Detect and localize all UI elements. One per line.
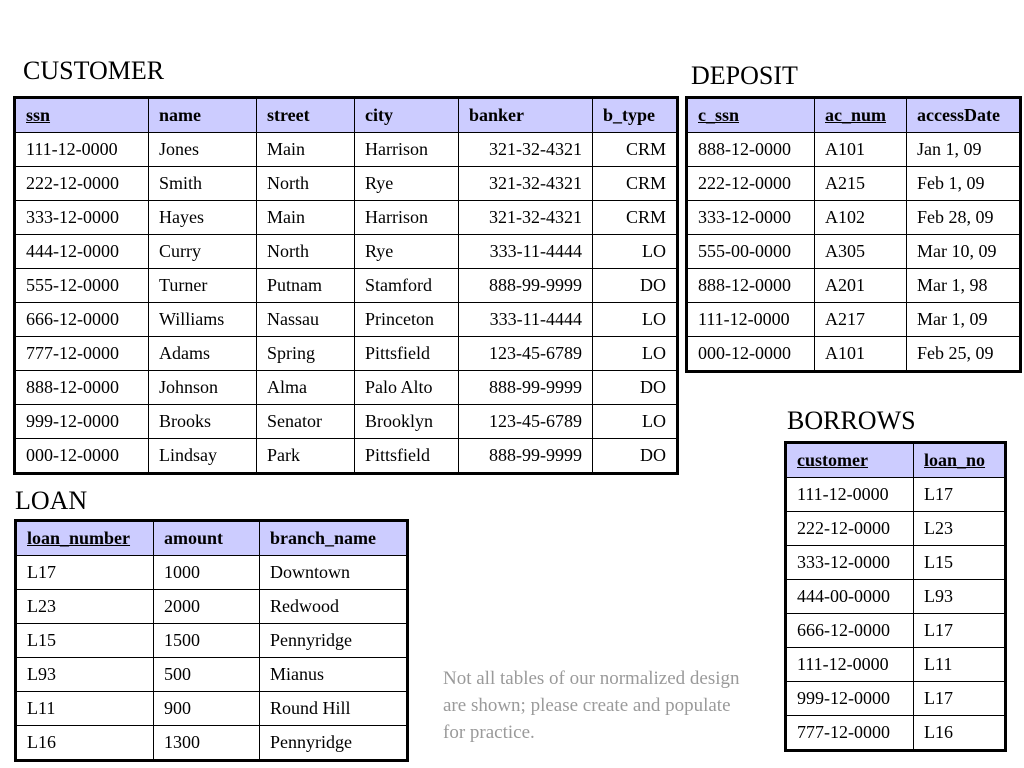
table-cell: L11 bbox=[16, 692, 154, 726]
table-cell: L17 bbox=[914, 478, 1006, 512]
table-cell: Turner bbox=[149, 269, 257, 303]
table-cell: Adams bbox=[149, 337, 257, 371]
table-row bbox=[687, 133, 1021, 167]
loan-column-header: branch_name bbox=[260, 521, 408, 556]
table-row bbox=[16, 658, 408, 692]
table-row bbox=[786, 716, 1006, 751]
table-cell: 000-12-0000 bbox=[15, 439, 149, 474]
customer-table-title: CUSTOMER bbox=[23, 56, 165, 85]
table-cell: 888-12-0000 bbox=[687, 133, 815, 167]
table-cell: L23 bbox=[16, 590, 154, 624]
table-cell: Rye bbox=[355, 235, 459, 269]
deposit-table-title: DEPOSIT bbox=[691, 61, 798, 90]
table-cell: 888-12-0000 bbox=[687, 269, 815, 303]
table-cell: LO bbox=[593, 337, 678, 371]
table-row bbox=[786, 512, 1006, 546]
table-cell: 333-12-0000 bbox=[786, 546, 914, 580]
table-cell: Harrison bbox=[355, 201, 459, 235]
table-cell: Mar 1, 98 bbox=[907, 269, 1021, 303]
table-row bbox=[687, 201, 1021, 235]
table-row bbox=[786, 478, 1006, 512]
table-cell: 888-99-9999 bbox=[459, 439, 593, 474]
table-cell: Brooks bbox=[149, 405, 257, 439]
table-cell: 555-12-0000 bbox=[15, 269, 149, 303]
borrows-table bbox=[784, 441, 1007, 752]
table-cell: DO bbox=[593, 439, 678, 474]
table-row bbox=[15, 371, 678, 405]
table-cell: Putnam bbox=[257, 269, 355, 303]
borrows-table-title: BORROWS bbox=[787, 406, 916, 435]
table-cell: Park bbox=[257, 439, 355, 474]
table-cell: Rye bbox=[355, 167, 459, 201]
customer-header-row bbox=[15, 98, 678, 133]
table-cell: 333-12-0000 bbox=[687, 201, 815, 235]
table-cell: DO bbox=[593, 371, 678, 405]
table-row bbox=[15, 303, 678, 337]
table-row bbox=[786, 614, 1006, 648]
table-cell: Nassau bbox=[257, 303, 355, 337]
table-row bbox=[687, 303, 1021, 337]
table-cell: DO bbox=[593, 269, 678, 303]
table-cell: Smith bbox=[149, 167, 257, 201]
table-cell: L15 bbox=[16, 624, 154, 658]
table-cell: 555-00-0000 bbox=[687, 235, 815, 269]
table-cell: A101 bbox=[815, 133, 907, 167]
table-cell: 123-45-6789 bbox=[459, 405, 593, 439]
table-cell: L17 bbox=[16, 556, 154, 590]
table-cell: 888-99-9999 bbox=[459, 269, 593, 303]
table-cell: Pittsfield bbox=[355, 337, 459, 371]
table-cell: 222-12-0000 bbox=[15, 167, 149, 201]
table-cell: Palo Alto bbox=[355, 371, 459, 405]
deposit-column-header: c_ssn bbox=[687, 98, 815, 133]
customer-column-header: name bbox=[149, 98, 257, 133]
table-cell: Alma bbox=[257, 371, 355, 405]
table-row bbox=[15, 201, 678, 235]
table-row bbox=[16, 590, 408, 624]
table-cell: L17 bbox=[914, 614, 1006, 648]
customer-column-header: ssn bbox=[15, 98, 149, 133]
table-row bbox=[786, 546, 1006, 580]
table-row bbox=[786, 580, 1006, 614]
table-row bbox=[15, 405, 678, 439]
loan-column-header: amount bbox=[154, 521, 260, 556]
table-cell: Downtown bbox=[260, 556, 408, 590]
table-row bbox=[687, 167, 1021, 201]
table-cell: Redwood bbox=[260, 590, 408, 624]
table-row bbox=[687, 269, 1021, 303]
customer-column-header: b_type bbox=[593, 98, 678, 133]
borrows-column-header: loan_no bbox=[914, 443, 1006, 478]
table-row bbox=[687, 235, 1021, 269]
customer-column-header: street bbox=[257, 98, 355, 133]
loan-header-row bbox=[16, 521, 408, 556]
table-cell: 888-99-9999 bbox=[459, 371, 593, 405]
table-cell: Mar 10, 09 bbox=[907, 235, 1021, 269]
table-cell: 666-12-0000 bbox=[15, 303, 149, 337]
table-cell: Mar 1, 09 bbox=[907, 303, 1021, 337]
table-cell: 444-12-0000 bbox=[15, 235, 149, 269]
table-cell: Stamford bbox=[355, 269, 459, 303]
table-cell: 888-12-0000 bbox=[15, 371, 149, 405]
table-cell: Round Hill bbox=[260, 692, 408, 726]
table-cell: 111-12-0000 bbox=[786, 478, 914, 512]
table-cell: L15 bbox=[914, 546, 1006, 580]
table-cell: Main bbox=[257, 133, 355, 167]
table-cell: 900 bbox=[154, 692, 260, 726]
table-cell: CRM bbox=[593, 201, 678, 235]
table-cell: CRM bbox=[593, 133, 678, 167]
table-cell: 2000 bbox=[154, 590, 260, 624]
table-cell: Curry bbox=[149, 235, 257, 269]
table-cell: CRM bbox=[593, 167, 678, 201]
customer-table bbox=[13, 96, 679, 475]
table-row bbox=[16, 624, 408, 658]
table-cell: LO bbox=[593, 405, 678, 439]
table-cell: Williams bbox=[149, 303, 257, 337]
customer-column-header: city bbox=[355, 98, 459, 133]
table-cell: LO bbox=[593, 235, 678, 269]
table-cell: 444-00-0000 bbox=[786, 580, 914, 614]
table-cell: Spring bbox=[257, 337, 355, 371]
table-cell: 111-12-0000 bbox=[687, 303, 815, 337]
table-cell: Pittsfield bbox=[355, 439, 459, 474]
table-cell: L17 bbox=[914, 682, 1006, 716]
borrows-header-row bbox=[786, 443, 1006, 478]
table-cell: A305 bbox=[815, 235, 907, 269]
table-cell: Jan 1, 09 bbox=[907, 133, 1021, 167]
practice-note: Not all tables of our normalized design are shown; please create and populate for practice. bbox=[443, 668, 740, 743]
table-cell: A201 bbox=[815, 269, 907, 303]
table-cell: L16 bbox=[914, 716, 1006, 751]
table-row bbox=[15, 167, 678, 201]
table-cell: 321-32-4321 bbox=[459, 201, 593, 235]
table-cell: 777-12-0000 bbox=[786, 716, 914, 751]
table-cell: Feb 25, 09 bbox=[907, 337, 1021, 372]
loan-column-header: loan_number bbox=[16, 521, 154, 556]
table-cell: 321-32-4321 bbox=[459, 167, 593, 201]
table-cell: A101 bbox=[815, 337, 907, 372]
table-cell: 000-12-0000 bbox=[687, 337, 815, 372]
table-cell: 333-11-4444 bbox=[459, 303, 593, 337]
table-cell: A217 bbox=[815, 303, 907, 337]
table-cell: 321-32-4321 bbox=[459, 133, 593, 167]
table-row bbox=[786, 682, 1006, 716]
table-cell: 500 bbox=[154, 658, 260, 692]
table-cell: Lindsay bbox=[149, 439, 257, 474]
table-cell: Johnson bbox=[149, 371, 257, 405]
table-cell: 999-12-0000 bbox=[786, 682, 914, 716]
loan-table-title: LOAN bbox=[15, 486, 88, 515]
table-cell: Feb 1, 09 bbox=[907, 167, 1021, 201]
table-row bbox=[786, 648, 1006, 682]
table-cell: 333-11-4444 bbox=[459, 235, 593, 269]
table-cell: Jones bbox=[149, 133, 257, 167]
table-row bbox=[15, 337, 678, 371]
table-cell: 222-12-0000 bbox=[687, 167, 815, 201]
table-cell: 999-12-0000 bbox=[15, 405, 149, 439]
table-cell: A102 bbox=[815, 201, 907, 235]
table-cell: Feb 28, 09 bbox=[907, 201, 1021, 235]
table-cell: A215 bbox=[815, 167, 907, 201]
table-cell: 111-12-0000 bbox=[786, 648, 914, 682]
table-cell: L93 bbox=[16, 658, 154, 692]
table-cell: Mianus bbox=[260, 658, 408, 692]
table-cell: LO bbox=[593, 303, 678, 337]
customer-column-header: banker bbox=[459, 98, 593, 133]
deposit-header-row bbox=[687, 98, 1021, 133]
table-cell: Brooklyn bbox=[355, 405, 459, 439]
table-row bbox=[16, 556, 408, 590]
table-cell: 666-12-0000 bbox=[786, 614, 914, 648]
table-cell: L11 bbox=[914, 648, 1006, 682]
table-row bbox=[16, 692, 408, 726]
table-cell: Main bbox=[257, 201, 355, 235]
table-cell: 1300 bbox=[154, 726, 260, 761]
table-row bbox=[16, 726, 408, 761]
deposit-table bbox=[685, 96, 1022, 373]
table-row bbox=[15, 269, 678, 303]
table-cell: 1000 bbox=[154, 556, 260, 590]
table-cell: Hayes bbox=[149, 201, 257, 235]
deposit-column-header: accessDate bbox=[907, 98, 1021, 133]
table-cell: Senator bbox=[257, 405, 355, 439]
table-row bbox=[15, 133, 678, 167]
table-cell: Princeton bbox=[355, 303, 459, 337]
table-cell: North bbox=[257, 167, 355, 201]
loan-table bbox=[14, 519, 409, 762]
table-cell: Harrison bbox=[355, 133, 459, 167]
table-cell: 111-12-0000 bbox=[15, 133, 149, 167]
table-cell: L16 bbox=[16, 726, 154, 761]
table-cell: North bbox=[257, 235, 355, 269]
table-cell: 123-45-6789 bbox=[459, 337, 593, 371]
table-cell: L23 bbox=[914, 512, 1006, 546]
table-row bbox=[15, 235, 678, 269]
table-cell: 777-12-0000 bbox=[15, 337, 149, 371]
deposit-column-header: ac_num bbox=[815, 98, 907, 133]
borrows-column-header: customer bbox=[786, 443, 914, 478]
table-cell: Pennyridge bbox=[260, 624, 408, 658]
table-row bbox=[15, 439, 678, 474]
table-cell: 222-12-0000 bbox=[786, 512, 914, 546]
table-cell: Pennyridge bbox=[260, 726, 408, 761]
table-cell: L93 bbox=[914, 580, 1006, 614]
table-cell: 333-12-0000 bbox=[15, 201, 149, 235]
table-row bbox=[687, 337, 1021, 372]
table-cell: 1500 bbox=[154, 624, 260, 658]
